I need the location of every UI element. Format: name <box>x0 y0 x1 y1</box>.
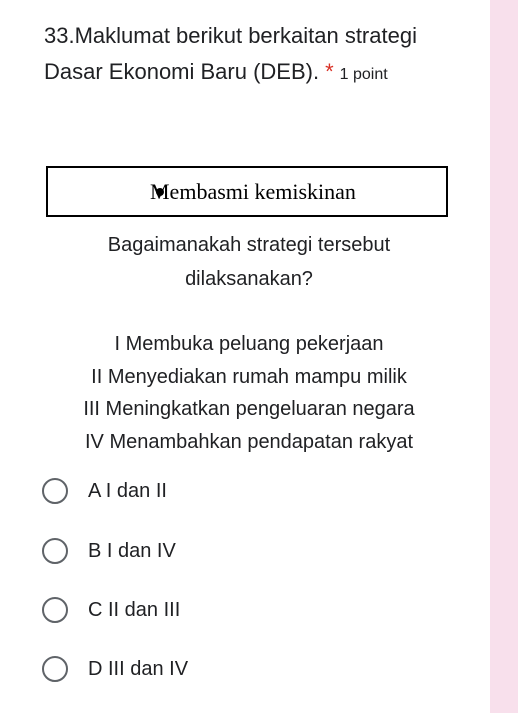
statement-item: II Menyediakan rumah mampu milik <box>91 365 407 388</box>
question-title: 33.Maklumat berikut berkaitan strategi Dasar Ekonomi Baru (DEB). <box>44 23 417 84</box>
question-prompt: Bagaimanakah strategi tersebut dilaksanakan? <box>107 234 391 290</box>
option-label: C II dan III <box>88 598 181 621</box>
radio-button[interactable] <box>42 656 68 682</box>
statement-list <box>44 328 454 458</box>
option-a[interactable] <box>42 474 167 508</box>
option-c[interactable] <box>42 593 180 627</box>
statement-item: III Meningkatkan pengeluaran negara <box>83 398 415 420</box>
radio-button[interactable] <box>42 478 68 504</box>
required-asterisk: * <box>325 59 334 84</box>
question-points: 1 point <box>339 66 388 83</box>
statement-item: I Membuka peluang pekerjaan <box>114 333 384 355</box>
question-header <box>44 18 474 93</box>
option-label: B I dan IV <box>88 539 176 562</box>
info-box <box>46 166 448 217</box>
radio-button[interactable] <box>42 538 68 564</box>
statement-item: IV Menambahkan pendapatan rakyat <box>85 430 413 453</box>
radio-button[interactable] <box>42 597 68 623</box>
option-d[interactable] <box>42 652 188 686</box>
option-label: D III dan IV <box>88 657 189 680</box>
info-box-text: Membasmi kemiskinan <box>150 179 356 204</box>
option-b[interactable] <box>42 534 176 568</box>
option-label: A I dan II <box>88 479 167 502</box>
